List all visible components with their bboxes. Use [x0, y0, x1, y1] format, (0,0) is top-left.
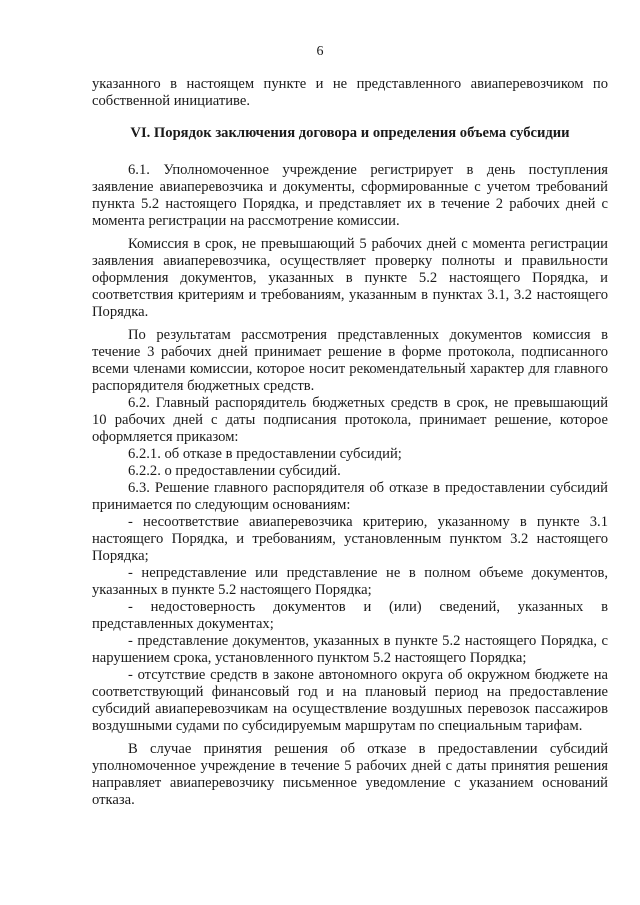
section-body [92, 162, 608, 809]
paragraph-refusal-notice: В случае принятия решения об отказе в предоставлении субсидий уполномоченное учреждение в течение 5 рабочих дней с даты принятия решения направляет авиаперевозчику письменное уведомление с указанием оснований отказа. [92, 741, 608, 808]
list-item-no-funds: - отсутствие средств в законе автономного округа об окружном бюджете на соответствующий финансовый год и на плановый период на предоставление субсидий авиаперевозчикам на осуществление воздушных перевозок пассажиров воздушными судами по субсидируемым маршрутам по специальным тарифам. [92, 667, 608, 734]
page-number: 6 [316, 44, 324, 59]
paragraph-6-2-1: 6.2.1. об отказе в предоставлении субсидий; [128, 446, 402, 462]
paragraph-commission-review: Комиссия в срок, не превышающий 5 рабочих дней с момента регистрации заявления авиаперевозчика, осуществляет проверку полноты и правильности оформления документов, указанных в пункте 5.2 настоящего Порядка, и соответствия критериям и требованиям, указанным в пунктах 3.1, 3.2 настоящего Порядка. [92, 236, 608, 320]
section-heading-block [92, 125, 608, 142]
list-item-late-submission: - представление документов, указанных в пункте 5.2 настоящего Порядка, с нарушением срока, установленного пунктом 5.2 настоящего Порядка; [92, 633, 608, 666]
paragraph-6-2-2: 6.2.2. о предоставлении субсидий. [128, 463, 341, 479]
intro-paragraph: указанного в настоящем пункте и не представленного авиаперевозчиком по собственной инициативе. [92, 76, 608, 109]
paragraph-6-3: 6.3. Решение главного распорядителя об отказе в предоставлении субсидий принимается по следующим основаниям: [92, 480, 608, 513]
paragraph-6-1: 6.1. Уполномоченное учреждение регистрирует в день поступления заявление авиаперевозчика и документы, сформированные с учетом требований пункта 5.2 настоящего Порядка, и представляет их в течение 2 рабочих дней с момента регистрации на рассмотрение комиссии. [92, 162, 608, 229]
list-item-unreliable-info: - недостоверность документов и (или) сведений, указанных в представленных документах; [92, 599, 608, 632]
intro-block [92, 76, 608, 110]
list-item-missing-documents: - непредставление или представление не в полном объеме документов, указанных в пункте 5.2 настоящего Порядка; [92, 565, 608, 598]
paragraph-6-2: 6.2. Главный распорядитель бюджетных средств в срок, не превышающий 10 рабочих дней с даты подписания протокола, принимает решение, которое оформляется приказом: [92, 395, 608, 445]
list-item-criterion-mismatch: - несоответствие авиаперевозчика критерию, указанному в пункте 3.1 настоящего Порядка, и требованиям, установленным пунктом 3.2 настоящего Порядка; [92, 514, 608, 564]
paragraph-commission-decision: По результатам рассмотрения представленных документов комиссия в течение 3 рабочих дней принимает решение в форме протокола, подписанного всеми членами комиссии, которое носит рекомендательный характер для главного распорядителя бюджетных средств. [92, 327, 608, 394]
section-heading: VI. Порядок заключения договора и определения объема субсидии [130, 125, 570, 141]
